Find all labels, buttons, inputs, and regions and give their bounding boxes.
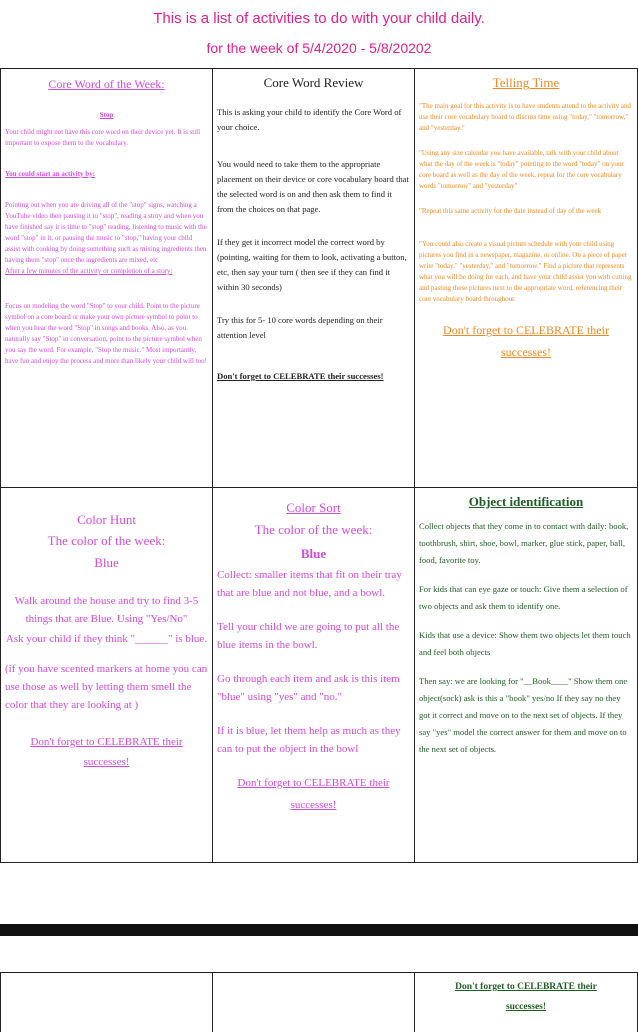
color-sort-color: Blue: [300, 546, 327, 561]
telling-time-p1: "The main goal for this activity is to have students attend to the activity and use their core vocabulary board to discuss time using "today," "tomorrow," and "yesterday.": [419, 102, 632, 132]
color-sort-celebrate: Don't forget to CELEBRATE their successes!: [237, 777, 390, 811]
core-word-review-p1: This is asking your child to identify the Core Word of your choice.: [217, 107, 402, 132]
telling-time-p3: "Repeat this same activity for the date instead of day of the week: [419, 207, 602, 215]
object-identification-p3: Kids that use a device: Show them two objects let them touch and feel both objects: [419, 630, 631, 657]
color-sort-p2: Tell your child we are going to put all the blue items in the bowl.: [217, 621, 400, 651]
color-hunt-celebrate: Don't forget to CELEBRATE their successes!: [30, 736, 183, 768]
color-hunt-heading: Color Hunt: [77, 512, 136, 527]
color-hunt-p2: Ask your child if they think "______" is blue.: [5, 633, 208, 645]
core-word-review-p3: If they get it incorrect model the correct word by (pointing, waiting for them to look, activating a button, etc, then say your turn ( then see if they can find it within 30 seconds): [217, 237, 407, 292]
telling-time-cell: [414, 68, 638, 488]
core-word-p1: Your child might not have this core word on their device yet. It is still important to expose them to the vocabulary.: [5, 128, 201, 147]
core-word-review-p2: You would need to take them to the appropriate placement on their device or core vocabulary board that the selected word is on and then ask them to find it from the choices on that page.: [217, 159, 409, 214]
object-identification-p1: Collect objects that they come in to contact with daily: book, toothbrush, shirt, shoe, bowl, marker, glue stick, paper, ball, food, favorite toy.: [419, 521, 629, 565]
row3-cell-3: [414, 972, 638, 1032]
object-identification-cell: [414, 487, 638, 863]
core-word-value: Stop: [99, 111, 114, 119]
color-sort-p4: If it is blue, let them help as much as they can to put the object in the bowl: [217, 725, 401, 755]
core-word-p5: Focus on modeling the word "Stop" to your child. Point to the picture symbol on a core board or make your own picture symbol to point to when you hear the word "Stop" in songs and books. Also, as you naturally say "Stop" in conversation, point to the picture symbol when you say the word. For example, "Stop the music." Most importantly, have fun and enjoy the process and more than likely your child will too!: [5, 302, 207, 365]
telling-time-celebrate: Don't forget to CELEBRATE their successes!: [443, 323, 609, 359]
telling-time-heading: Telling Time: [492, 75, 560, 90]
core-word-p3: Pointing out when you are driving all of the "stop" signs, watching a YouTube video then pausing it to "stop", reading a story and when you have finished say it is time to "stop" reading, listening to music with the word "stop" in it, or pausing the music to "stop," having your child assist with cooking by doing something such as mixing ingredients then having them "stop" once the ingredients are mixed, etc: [5, 201, 207, 264]
color-sort-p1: Collect: smaller items that fit on their tray that are blue and not blue, and a bowl.: [217, 569, 402, 599]
core-word-p4: After a few minutes of the activity or completion of a story:: [5, 267, 173, 275]
row3-cell-2: [212, 972, 415, 1032]
page-separator: [0, 924, 638, 936]
page-title-line2: for the week of 5/4/2020 - 5/8/20202: [206, 40, 432, 56]
object-identification-p4: Then say: we are looking for "__Book____" Show them one object(sock) ask is this a "book" yes/no If they say no they got it correct and move on to the next set of objects. If they say "yes" model the correct answer for them and move on to the next set of objects.: [419, 676, 628, 754]
core-word-p2: You could start an activity by:: [5, 170, 96, 178]
core-word-review-p4: Try this for 5- 10 core words depending on their attention level: [217, 315, 383, 340]
color-sort-cell: [212, 487, 415, 863]
page-title-line1: This is a list of activities to do with your child daily.: [153, 10, 485, 27]
core-word-review-cell: [212, 68, 415, 488]
core-word-review-celebrate: Don't forget to CELEBRATE their successes!: [217, 371, 384, 381]
color-hunt-p3: (if you have scented markers at home you can use those as well by letting them smell the color that they are looking at ): [5, 663, 208, 711]
color-hunt-week: The color of the week: Blue: [47, 533, 166, 570]
row3-celebrate: Don't forget to CELEBRATE their successes!: [455, 982, 597, 1012]
core-word-heading: Core Word of the Week:: [48, 77, 165, 91]
telling-time-p4: "You could also create a visual picture schedule with your child using pictures you find in a newspaper, magazine, or online. On a piece of paper write "today," "yesterday," and "tomorrow." Find a picture that represents what you will be doing for each, and have your child assist you with cutting and pasting these pictures next to the appropriate word, referencing their core vocabulary board throughout.: [419, 240, 632, 303]
row3-cell-1: [0, 972, 213, 1032]
object-identification-heading: Object identification: [468, 494, 584, 509]
color-sort-week: The color of the week:: [254, 522, 373, 537]
color-hunt-p1: Walk around the house and try to find 3-5 things that are Blue. Using "Yes/No": [14, 595, 199, 625]
core-word-review-heading: Core Word Review: [263, 75, 364, 90]
color-sort-p3: Go through each item and ask is this item "blue" using "yes" and "no.": [217, 673, 400, 703]
object-identification-p2: For kids that can eye gaze or touch: Give them a selection of two objects and ask them to identify one.: [419, 584, 628, 611]
core-word-cell: [0, 68, 213, 488]
color-sort-heading: Color Sort: [286, 500, 341, 515]
telling-time-p2: "Using any size calendar you have available, talk with your child about what the day of the week is "today" pointing to the word "today" on your core board as well as the day of the week, repeat for the core vocabulary words "tomorrow" and "yesterday": [419, 149, 624, 190]
color-hunt-cell: [0, 487, 213, 863]
